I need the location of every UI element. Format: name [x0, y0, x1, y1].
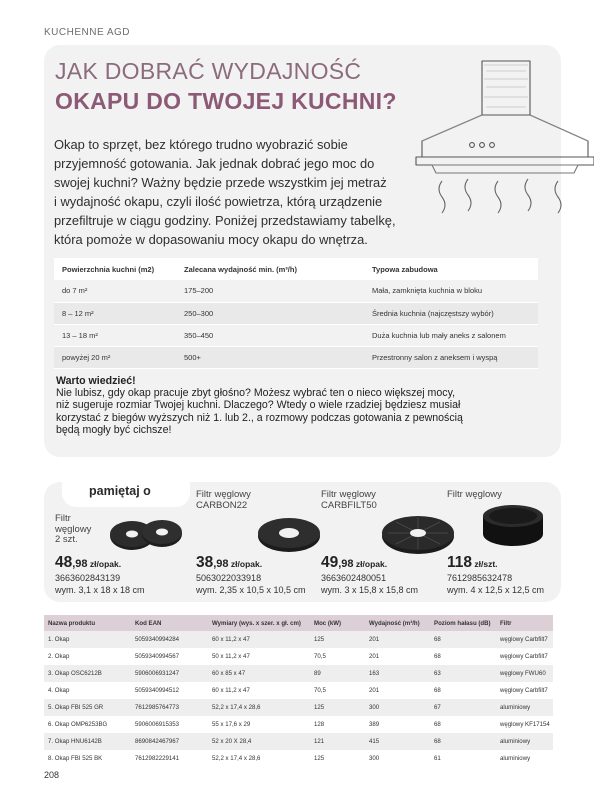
table-cell: 500+: [176, 346, 364, 368]
filter-name: [321, 490, 377, 511]
price-integer: 38: [196, 554, 214, 571]
intro-line: przyjemność gotowania. Jak jednak dobrać jego moc do: [54, 156, 375, 171]
table-cell: 1. Okap: [44, 631, 131, 648]
table-row: [44, 682, 553, 699]
table-cell: 128: [310, 716, 365, 733]
table-row: [54, 302, 538, 324]
table-row: [44, 648, 553, 665]
remember-tag: pamiętaj o: [62, 480, 190, 507]
column-header: Powierzchnia kuchni (m2): [54, 258, 176, 280]
filter-price: [196, 554, 262, 572]
table-cell: aluminiowy: [496, 699, 553, 716]
capacity-table: [54, 258, 538, 369]
filter-name-line: Filtr węglowy: [196, 489, 251, 500]
filter-name-line: Filtr węglowy: [321, 489, 376, 500]
section-label: KUCHENNE AGD: [44, 27, 131, 38]
filter-name-line: Filtr węglowy: [447, 489, 502, 500]
table-cell: 5059340994284: [131, 631, 208, 648]
price-unit: zł/opak.: [353, 559, 388, 569]
tip-line: niż sugeruje rozmiar Twojej kuchni. Dlaczego? Wtedy o wiele rzadziej będziesz musiał: [56, 399, 461, 412]
carbon22-filter-image: [256, 510, 322, 554]
round-carbon-filter-image: [480, 502, 546, 548]
table-cell: 125: [310, 699, 365, 716]
table-cell: 60 x 11,2 x 47: [208, 682, 310, 699]
table-cell: węglowy Carbfilt7: [496, 682, 553, 699]
filter-price: [321, 554, 387, 572]
table-cell: 2. Okap: [44, 648, 131, 665]
table-cell: 250–300: [176, 302, 364, 324]
table-cell: 8. Okap FBI 525 BK: [44, 750, 131, 767]
table-cell: 350–450: [176, 324, 364, 346]
table-cell: 5. Okap FBI 525 GR: [44, 699, 131, 716]
table-cell: 4. Okap: [44, 682, 131, 699]
table-cell: powyżej 20 m²: [54, 346, 176, 368]
price-decimal: ,98: [213, 558, 229, 570]
filter-name: [55, 514, 91, 546]
table-cell: 7. Okap HNU6142B: [44, 733, 131, 750]
table-cell: 5059340994567: [131, 648, 208, 665]
table-row: [44, 665, 553, 682]
filter-name-line: CARBON22: [196, 499, 248, 511]
table-cell: 415: [365, 733, 430, 750]
column-header: Kod EAN: [131, 615, 208, 631]
filter-name: [196, 490, 251, 511]
tip-line: będą mogły być cichsze!: [56, 423, 172, 436]
table-cell: Przestronny salon z aneksem i wyspą: [364, 346, 538, 368]
table-cell: 55 x 17,6 x 29: [208, 716, 310, 733]
intro-line: Okap to sprzęt, bez którego trudno wyobrazić sobie: [54, 137, 348, 152]
table-cell: 67: [430, 699, 496, 716]
column-header: Wymiary (wys. x szer. x gł. cm): [208, 615, 310, 631]
carbfilt50-filter-image: [380, 508, 456, 556]
filter-name-line: CARBFILT50: [321, 499, 377, 511]
table-cell: 61: [430, 750, 496, 767]
table-cell: 163: [365, 665, 430, 682]
intro-text: [54, 135, 422, 249]
table-cell: 52,2 x 17,4 x 28,6: [208, 750, 310, 767]
table-cell: 5059340994512: [131, 682, 208, 699]
filter-ean: 7612985632478: [447, 573, 513, 583]
filter-name-line: węglowy: [55, 523, 92, 535]
table-cell: aluminiowy: [496, 750, 553, 767]
table-cell: 300: [365, 750, 430, 767]
table-cell: 89: [310, 665, 365, 682]
table-cell: Duża kuchnia lub mały aneks z salonem: [364, 324, 538, 346]
table-cell: 60 x 85 x 47: [208, 665, 310, 682]
table-cell: 175–200: [176, 280, 364, 302]
filter-dimensions: wym. 3 x 15,8 x 15,8 cm: [321, 585, 419, 595]
table-cell: węglowy Carbfilt7: [496, 631, 553, 648]
price-unit: zł/opak.: [228, 559, 263, 569]
table-cell: 201: [365, 631, 430, 648]
price-integer: 48: [55, 554, 73, 571]
spec-table: [44, 615, 553, 767]
intro-line: i wydajność okapu, czyli ilość powietrza, którą urządzenie: [54, 194, 383, 209]
table-cell: 68: [430, 648, 496, 665]
table-cell: 68: [430, 716, 496, 733]
table-cell: 3. Okap OSC6212B: [44, 665, 131, 682]
column-header: Moc (kW): [310, 615, 365, 631]
table-cell: węglowy KF17154: [496, 716, 553, 733]
intro-line: przefiltruje w ciągu godziny. Poniżej przedstawiamy tabelkę,: [54, 213, 396, 228]
table-row: [44, 716, 553, 733]
tip-heading: Warto wiedzieć!: [56, 375, 136, 387]
price-unit: zł/szt.: [472, 559, 498, 569]
column-header: Filtr: [496, 615, 553, 631]
tip-line: Nie lubisz, gdy okap pracuje zbyt głośno? Możesz wybrać ten o nieco większej mocy,: [56, 387, 456, 400]
price-integer: 118: [447, 554, 473, 571]
filter-price: [55, 554, 121, 572]
table-cell: węglowy FWU60: [496, 665, 553, 682]
table-cell: 125: [310, 631, 365, 648]
table-row: [54, 346, 538, 368]
page-title-line2: OKAPU DO TWOJEJ KUCHNI?: [55, 88, 397, 114]
table-cell: aluminiowy: [496, 733, 553, 750]
table-cell: 5906006931247: [131, 665, 208, 682]
carbon-filter-pair-image: [108, 512, 184, 554]
table-cell: 60 x 11,2 x 47: [208, 631, 310, 648]
table-cell: 50 x 11,2 x 47: [208, 648, 310, 665]
table-row: [44, 750, 553, 767]
table-row: [44, 733, 553, 750]
price-decimal: ,98: [338, 558, 354, 570]
table-cell: 121: [310, 733, 365, 750]
table-cell: 68: [430, 733, 496, 750]
column-header: Poziom hałasu (dB): [430, 615, 496, 631]
table-cell: 6. Okap OMP6253BG: [44, 716, 131, 733]
table-cell: 389: [365, 716, 430, 733]
table-cell: węglowy Carbfilt7: [496, 648, 553, 665]
table-row: [54, 280, 538, 302]
filter-ean: 3663602843139: [55, 573, 121, 583]
intro-line: która pomoże w dopasowaniu mocy okapu do wnętrza.: [54, 232, 368, 247]
table-row: [54, 324, 538, 346]
table-header-row: [44, 615, 553, 631]
filter-price: [447, 554, 498, 572]
table-row: [44, 699, 553, 716]
table-cell: 201: [365, 648, 430, 665]
intro-line: swojej kuchni? Ważny będzie przede wszystkim jej metraż: [54, 175, 387, 190]
table-cell: 125: [310, 750, 365, 767]
spec-table-body: [44, 631, 553, 767]
column-header: Wydajność (m³/h): [365, 615, 430, 631]
kitchen-hood-icon: [402, 57, 594, 225]
tip-box: [56, 375, 546, 436]
table-cell: 70,5: [310, 648, 365, 665]
price-unit: zł/opak.: [87, 559, 122, 569]
table-cell: 13 – 18 m²: [54, 324, 176, 346]
table-cell: 68: [430, 631, 496, 648]
table-cell: 68: [430, 682, 496, 699]
table-cell: 7612985764773: [131, 699, 208, 716]
table-row: [44, 631, 553, 648]
price-integer: 49: [321, 554, 339, 571]
column-header: Zalecana wydajność min. (m³/h): [176, 258, 364, 280]
filter-dimensions: wym. 4 x 12,5 x 12,5 cm: [447, 585, 545, 595]
tip-line: korzystać z biegów wyższych niż 1. lub 2., a rozmowy podczas gotowania z pewnością: [56, 411, 463, 424]
filter-name-line: Filtr: [55, 513, 71, 524]
table-cell: 70,5: [310, 682, 365, 699]
table-cell: Średnia kuchnia (najczęstszy wybór): [364, 302, 538, 324]
filter-ean: 5063022033918: [196, 573, 262, 583]
page-number: 208: [44, 770, 60, 780]
table-cell: 201: [365, 682, 430, 699]
filter-dimensions: wym. 3,1 x 18 x 18 cm: [55, 585, 145, 595]
table-cell: do 7 m²: [54, 280, 176, 302]
column-header: Typowa zabudowa: [364, 258, 538, 280]
table-header-row: [54, 258, 538, 280]
filter-dimensions: wym. 2,35 x 10,5 x 10,5 cm: [196, 585, 306, 595]
table-cell: 300: [365, 699, 430, 716]
table-cell: 52 x 20 X 28,4: [208, 733, 310, 750]
page-title-line1: JAK DOBRAĆ WYDAJNOŚĆ: [55, 58, 362, 84]
table-cell: 63: [430, 665, 496, 682]
table-cell: 7612982229141: [131, 750, 208, 767]
column-header: Nazwa produktu: [44, 615, 131, 631]
filter-ean: 3663602480051: [321, 573, 387, 583]
table-cell: 5906006915353: [131, 716, 208, 733]
filter-name: [447, 490, 502, 501]
filter-name-line: 2 szt.: [55, 534, 78, 545]
table-cell: 8 – 12 m²: [54, 302, 176, 324]
table-cell: 8690842467967: [131, 733, 208, 750]
price-decimal: ,98: [72, 558, 88, 570]
table-cell: 52,2 x 17,4 x 28,6: [208, 699, 310, 716]
table-cell: Mała, zamknięta kuchnia w bloku: [364, 280, 538, 302]
